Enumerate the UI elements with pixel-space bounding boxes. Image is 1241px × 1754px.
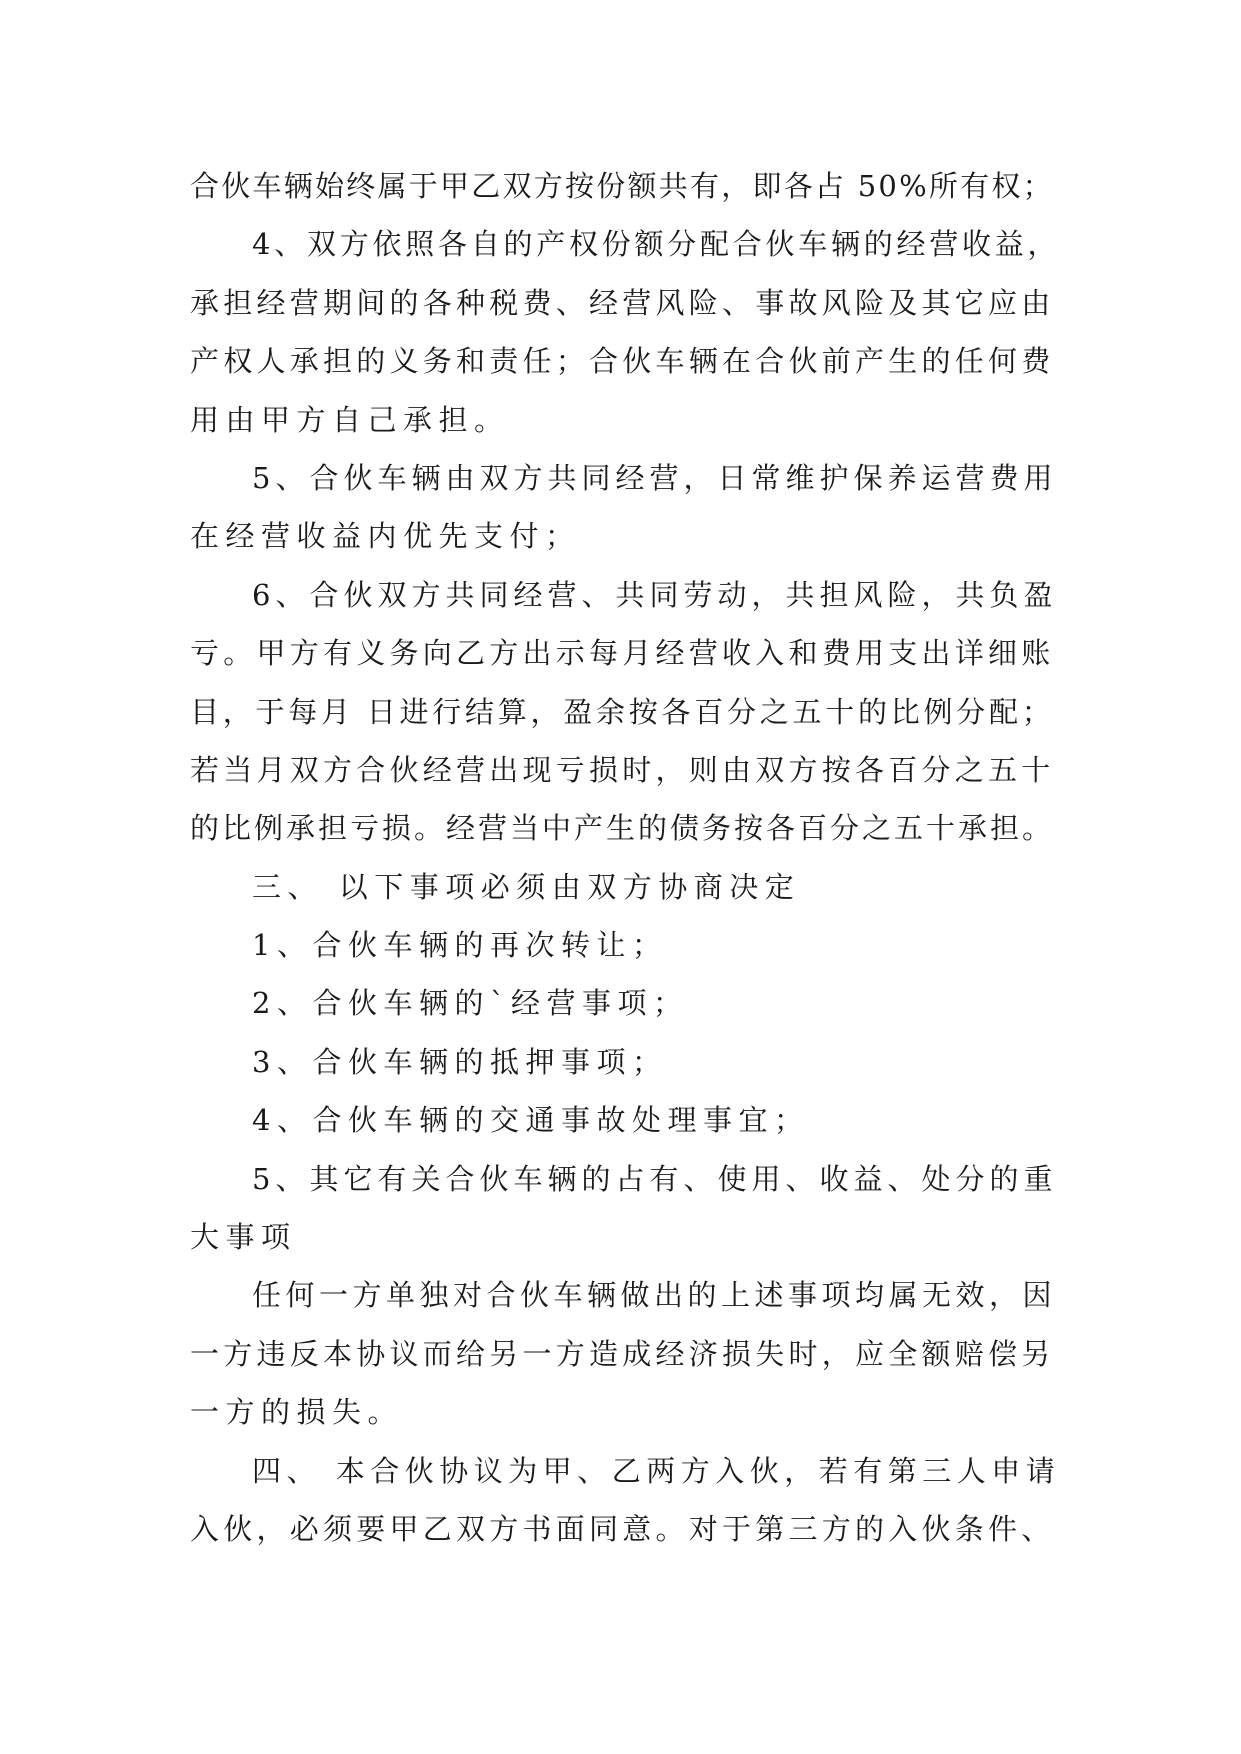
text-line: 用由甲方自己承担。 <box>190 402 510 437</box>
text-line: 在经营收益内优先支付； <box>190 519 581 554</box>
text-line: 任何一方单独对合伙车辆做出的上述事项均属无效，因 <box>252 1278 1057 1313</box>
text-line: 若当月双方合伙经营出现亏损时，则由双方按各百分之五十 <box>190 752 1055 787</box>
text-line: 5、合伙车辆由双方共同经营，日常维护保养运营费用 <box>252 460 1058 495</box>
text-line: 5、其它有关合伙车辆的占有、使用、收益、处分的重 <box>252 1161 1058 1196</box>
document-body <box>190 157 1060 1558</box>
text-line: 2、合伙车辆的`经营事项； <box>252 986 689 1021</box>
text-line: 的比例承担亏损。经营当中产生的债务按各百分之五十承担。 <box>190 811 1055 846</box>
text-line: 亏。甲方有义务向乙方出示每月经营收入和费用支出详细账 <box>190 636 1055 671</box>
text-line: 入伙，必须要甲乙双方书面同意。对于第三方的入伙条件、 <box>190 1511 1055 1546</box>
text-line: 目，于每月 日进行结算，盈余按各百分之五十的比例分配； <box>190 694 1055 729</box>
text-line: 1、合伙车辆的再次转让； <box>252 928 668 963</box>
text-line: 一方违反本协议而给另一方造成经济损失时，应全额赔偿另 <box>190 1336 1055 1371</box>
text-line: 三、 以下事项必须由双方协商决定 <box>252 869 801 904</box>
text-line: 4、双方依照各自的产权份额分配合伙车辆的经营收益， <box>252 227 1061 262</box>
text-line: 大事项 <box>190 1220 297 1255</box>
text-line: 一方的损失。 <box>190 1395 404 1430</box>
text-line: 3、合伙车辆的抵押事项； <box>252 1044 668 1079</box>
text-line: 承担经营期间的各种税费、经营风险、事故风险及其它应由 <box>190 285 1055 320</box>
text-line: 产权人承担的义务和责任；合伙车辆在合伙前产生的任何费 <box>190 344 1055 379</box>
text-line: 四、 本合伙协议为甲、乙两方入伙，若有第三人申请 <box>252 1453 1061 1488</box>
text-line: 6、合伙双方共同经营、共同劳动，共担风险，共负盈 <box>252 577 1058 612</box>
text-line: 合伙车辆始终属于甲乙双方按份额共有，即各占 50%所有权； <box>190 169 1054 203</box>
text-line: 4、合伙车辆的交通事故处理事宜； <box>252 1103 810 1138</box>
